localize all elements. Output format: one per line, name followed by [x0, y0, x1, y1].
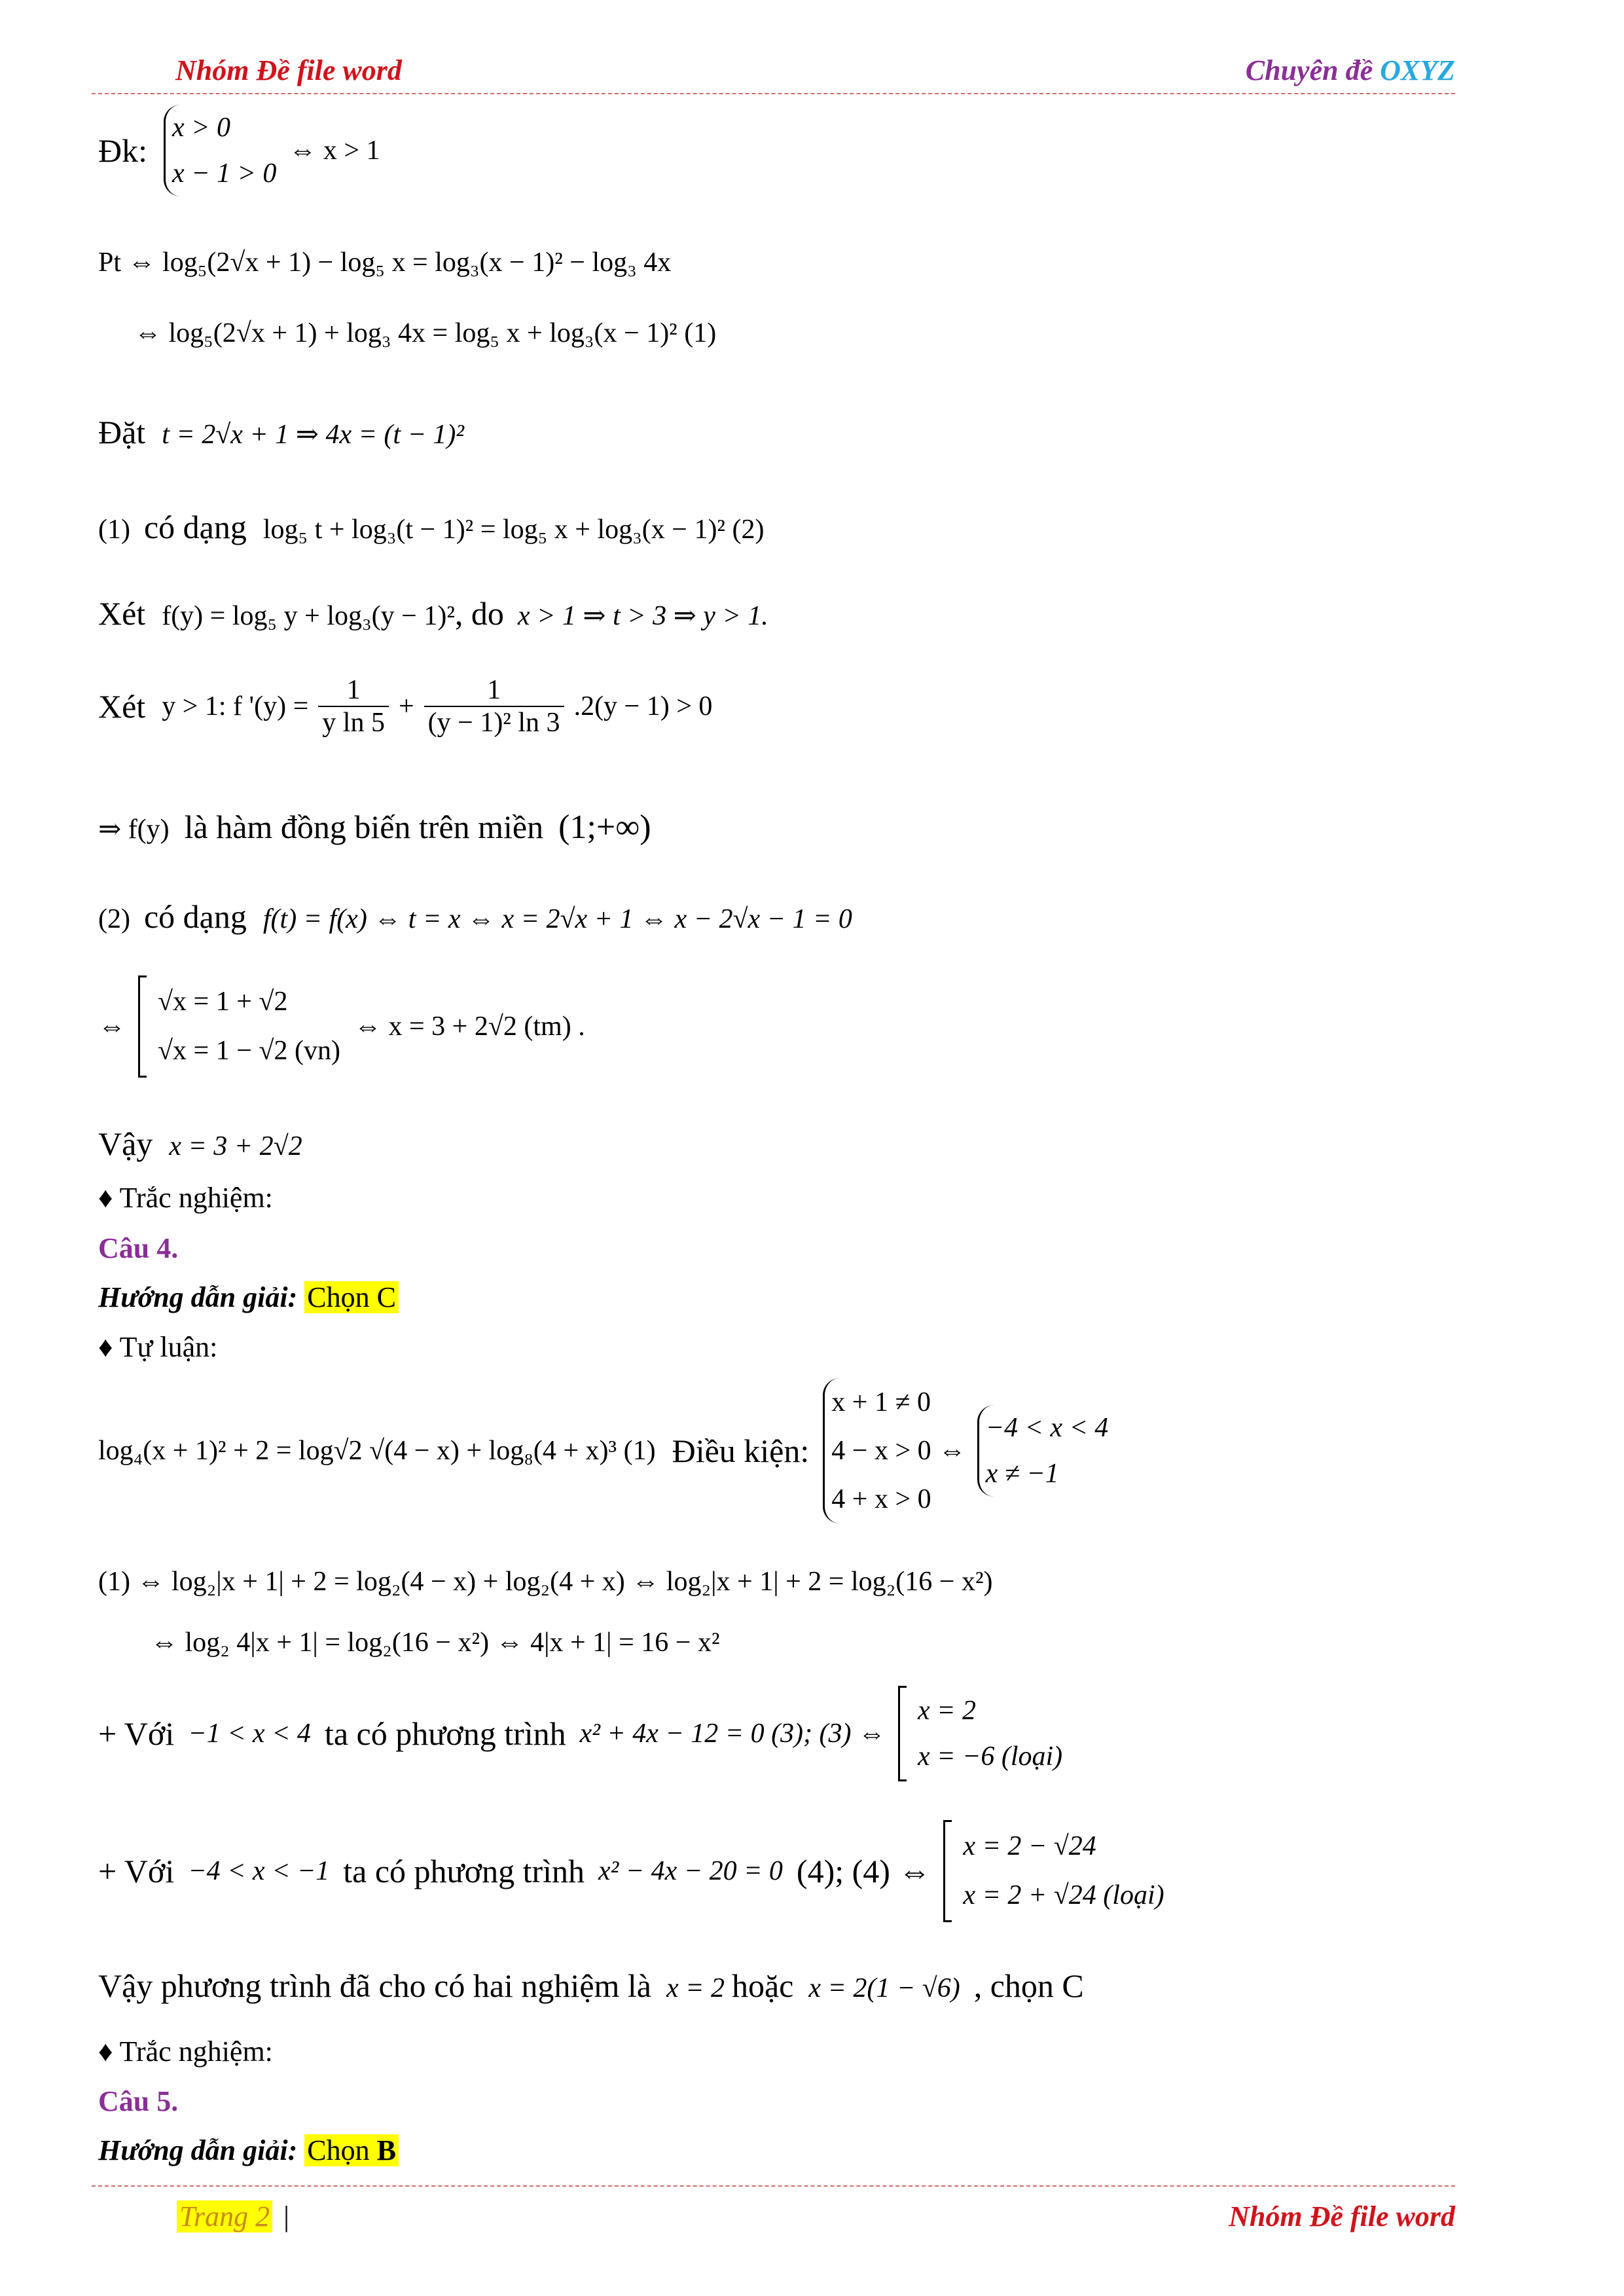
- vay2-hoac: hoặc: [731, 1967, 794, 2004]
- xet1-mid: , do: [454, 595, 504, 632]
- voi1-bracket: [898, 1686, 907, 1781]
- hdg4-line: [98, 1283, 399, 1312]
- tracnghiem-2: ♦ Trắc nghiệm:: [98, 2035, 273, 2068]
- dk4-result-2: x ≠ −1: [985, 1459, 1059, 1489]
- dk-sys-line-2: x − 1 > 0: [172, 158, 277, 189]
- pt-line-2: ⇔ log₅(2√x + 1) + log₃ 4x = log₅ x + log₃(x − 1)² (1): [134, 318, 717, 348]
- vay2-solution-1: x = 2: [666, 1973, 725, 2003]
- dk4-result-system: [977, 1405, 1109, 1497]
- footer-left: [177, 2200, 289, 2233]
- dk4-line-2: 4 − x > 0: [831, 1436, 931, 1466]
- eq4-block: [98, 1378, 1108, 1523]
- voi2-case-1: x = 2 − √24: [963, 1831, 1096, 1861]
- case-2: √x = 1 − √2 (vn): [158, 1036, 340, 1066]
- cau-5-label: Câu 5.: [98, 2085, 179, 2117]
- xet2-label: Xét: [98, 688, 146, 725]
- header-rule: [92, 93, 1455, 94]
- xet2-frac-2-den: (y − 1)² ln 3: [427, 708, 560, 738]
- dieukien-label: Điều kiện:: [672, 1432, 810, 1469]
- footer-separator: |: [283, 2200, 289, 2232]
- voi1-case-1: x = 2: [918, 1696, 976, 1726]
- vay2-solution-2: x = 2(1 − √6): [808, 1973, 960, 2003]
- xet2-frac-1-den: y ln 5: [322, 708, 385, 738]
- dk4-line-1: x + 1 ≠ 0: [831, 1387, 931, 1417]
- xet2-frac-1-num: 1: [318, 674, 389, 707]
- dongbien-text: là hàm đồng biến trên miền: [184, 809, 544, 845]
- hdg4-choice: Chọn C: [304, 1281, 399, 1313]
- xet1-label: Xét: [98, 595, 146, 632]
- xet2-line: [98, 674, 712, 738]
- vay2-line: [98, 1969, 1084, 2002]
- eq4-expr: log₄(x + 1)² + 2 = log√2 √(4 − x) + log₈(4 + x)³ (1): [98, 1436, 656, 1466]
- header-right-accent: OXYZ: [1380, 54, 1455, 86]
- hdg4-label: Hướng dẫn giải:: [98, 1281, 298, 1313]
- voi2-lead: + Với: [98, 1853, 175, 1889]
- dongbien-interval: (1;+∞): [558, 809, 651, 846]
- voi2-cond: −4 < x < −1: [188, 1856, 330, 1886]
- tuluan-label: ♦ Tự luận:: [98, 1331, 218, 1363]
- dk-block: [98, 105, 380, 196]
- xet2-frac-2: [424, 674, 564, 738]
- cases-bracket: [138, 975, 147, 1078]
- voi1-cond: −1 < x < 4: [188, 1719, 311, 1749]
- hdg5-label: Hướng dẫn giải:: [98, 2134, 298, 2166]
- codang2-line: [98, 900, 852, 933]
- tracnghiem-1: ♦ Trắc nghiệm:: [98, 1182, 273, 1214]
- cases-arrow: ⇔: [98, 1011, 126, 1042]
- dk-result: ⇔ x > 1: [289, 136, 380, 166]
- codang1-expr: log₅ t + log₃(t − 1)² = log₅ x + log₃(x − 1)² (2): [262, 515, 765, 545]
- voi1-case-2: x = −6 (loại): [918, 1741, 1063, 1772]
- codang2-lead: (2): [98, 904, 130, 934]
- voi2-eq: x² − 4x − 20 = 0: [598, 1856, 783, 1886]
- dk4-system: [823, 1378, 931, 1523]
- codang2-expr: f(t) = f(x) ⇔ t = x ⇔ x = 2√x + 1 ⇔ x − 2√x − 1 = 0: [262, 904, 852, 934]
- voi1-lead: + Với: [98, 1715, 175, 1752]
- xet2-tail: .2(y − 1) > 0: [573, 691, 713, 721]
- voi1-block: [98, 1686, 1062, 1781]
- codang2-text: có dạng: [143, 898, 247, 935]
- footer-page-label: Trang 2: [177, 2200, 272, 2232]
- xet2-plus: +: [398, 691, 414, 721]
- cau-4-label: Câu 4.: [98, 1232, 179, 1264]
- codang1-lead: (1): [98, 515, 130, 545]
- dat-expr: t = 2√x + 1 ⇒ 4x = (t − 1)²: [162, 420, 464, 450]
- cases-result: ⇔ x = 3 + 2√2 (tm) .: [353, 1011, 585, 1042]
- dk-label: Đk:: [98, 132, 147, 169]
- voi1-text: ta có phương trình: [324, 1715, 566, 1752]
- voi2-case-2: x = 2 + √24 (loại): [963, 1880, 1164, 1910]
- xet2-cond: y > 1: f '(y) =: [162, 691, 309, 721]
- footer-right: Nhóm Đề file word: [1229, 2200, 1455, 2232]
- xet1-cond: x > 1 ⇒ t > 3 ⇒ y > 1.: [517, 601, 768, 631]
- dongbien-line: [98, 811, 651, 845]
- codang1-text: có dạng: [143, 509, 247, 545]
- xet2-frac-1: [318, 674, 389, 738]
- dk4-line-3: 4 + x > 0: [831, 1484, 931, 1514]
- vay1-line: [98, 1127, 302, 1160]
- xet1-line: [98, 597, 768, 630]
- dongbien-lead: ⇒ f(y): [98, 814, 170, 845]
- hdg5-line: [98, 2136, 399, 2165]
- header-left: Nhóm Đề file word: [175, 54, 402, 86]
- hdg5-choice-prefix: Chọn: [307, 2134, 370, 2166]
- header-right-prefix: Chuyên đề: [1245, 54, 1380, 86]
- vay2-tail: , chọn C: [973, 1967, 1084, 2004]
- dk-system: [164, 105, 276, 196]
- dk4-equiv: ⇔: [938, 1436, 966, 1466]
- t4-line-1: (1) ⇔ log₂|x + 1| + 2 = log₂(4 − x) + log₂(4 + x) ⇔ log₂|x + 1| + 2 = log₂(16 − x²): [98, 1567, 993, 1597]
- codang1-line: [98, 511, 765, 543]
- cases-block: [98, 975, 585, 1078]
- t4-line-2: ⇔ log₂ 4|x + 1| = log₂(16 − x²) ⇔ 4|x + 1| = 16 − x²: [151, 1628, 720, 1658]
- pt-line-1: Pt ⇔ log₅(2√x + 1) − log₅ x = log₃(x − 1)² − log₃ 4x: [98, 247, 672, 278]
- dk4-result-1: −4 < x < 4: [985, 1413, 1109, 1443]
- voi2-text: ta có phương trình: [343, 1853, 585, 1889]
- voi2-block: [98, 1820, 1164, 1922]
- footer-rule: [92, 2185, 1455, 2187]
- dk-sys-line-1: x > 0: [172, 113, 230, 143]
- xet2-frac-2-num: 1: [424, 674, 564, 707]
- header-right: [1246, 54, 1455, 87]
- voi1-eq: x² + 4x − 12 = 0 (3); (3) ⇔: [579, 1719, 886, 1749]
- vay1-label: Vậy: [98, 1125, 153, 1162]
- voi2-cases: [963, 1822, 1164, 1920]
- hdg5-choice: [304, 2134, 399, 2166]
- voi1-cases: [918, 1688, 1062, 1779]
- case-1: √x = 1 + √2: [158, 987, 288, 1017]
- xet1-expr: f(y) = log₅ y + log₃(y − 1)²: [162, 601, 455, 631]
- dat-line: [98, 416, 464, 448]
- cases-list: [158, 977, 340, 1076]
- vay1-expr: x = 3 + 2√2: [169, 1131, 302, 1161]
- hdg5-choice-letter: B: [376, 2134, 396, 2166]
- voi2-tail: (4); (4) ⇔: [796, 1853, 931, 1889]
- dat-label: Đặt: [98, 414, 146, 450]
- vay2-text: Vậy phương trình đã cho có hai nghiệm là: [98, 1967, 651, 2004]
- voi2-bracket: [943, 1820, 952, 1922]
